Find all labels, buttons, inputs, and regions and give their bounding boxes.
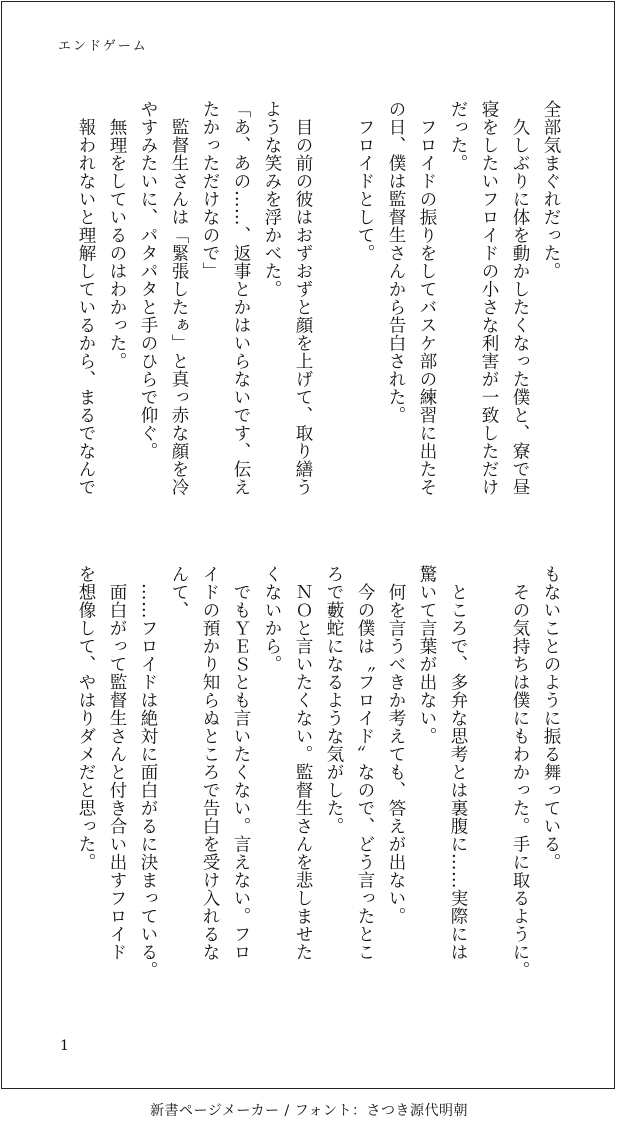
text-line: の日、僕は監督生さんから告白された。 — [386, 100, 406, 424]
text-line: ような笑みを浮かべた。 — [262, 100, 282, 298]
text-line: ＮＯと言いたくない。監督生さんを悲しませた — [293, 565, 313, 961]
text-line: その気持ちは僕にもわかった。手に取るように。 — [510, 565, 530, 979]
text-line: でもＹＥＳとも言いたくない。言えない。フロ — [231, 565, 251, 961]
text-block-lower — [48, 565, 566, 1025]
text-line: フロイドとして。 — [355, 100, 375, 262]
text-line: 寝をしたいフロイドの小さな利害が一致しただけ — [479, 100, 499, 496]
text-line: たかっただけなので」 — [200, 100, 220, 280]
text-line: 何を言うべきか考えても、答えが出ない。 — [386, 565, 406, 925]
text-line: だった。 — [448, 100, 468, 172]
text-line: を想像して、やはりダメだと思った。 — [76, 565, 96, 871]
text-line: 面白がって監督生さんと付き合い出すフロイド — [107, 565, 127, 961]
text-line: くないから。 — [262, 565, 282, 673]
text-line: 驚いて言葉が出ない。 — [417, 565, 437, 745]
text-line: イドの預かり知らぬところで告白を受け入れるな — [200, 565, 220, 961]
text-line: ……フロイドは絶対に面白がるに決まっている。 — [138, 565, 158, 979]
page-number: 1 — [60, 1038, 69, 1054]
text-line: フロイドの振りをしてバスケ部の練習に出たそ — [417, 100, 437, 496]
text-block-upper — [48, 100, 566, 532]
generator-footer: 新書ページメーカー / フォント：さつき源代明朝 — [150, 1103, 468, 1119]
text-line: ところで、多弁な思考とは裏腹に……実際には — [448, 565, 468, 961]
text-line: 報われないと理解しているから、まるでなんで — [76, 100, 96, 496]
text-line: んて、 — [169, 565, 189, 619]
text-line: 無理をしているのはわかった。 — [107, 100, 127, 370]
text-line: 全部気まぐれだった。 — [541, 100, 561, 280]
text-line: 「あ、あの……、返事とかはいらないです、伝え — [231, 100, 251, 496]
blank-line — [473, 565, 504, 1025]
text-line: やすみたいに、パタパタと手のひらで仰ぐ。 — [138, 100, 158, 460]
text-line: 目の前の彼はおずおずと顔を上げて、取り繕う — [293, 100, 313, 496]
running-header: エンドゲーム — [58, 39, 148, 54]
text-line: 久しぶりに体を動かしたくなった僕と、寮で昼 — [510, 100, 530, 496]
blank-line — [318, 100, 349, 532]
text-line: 今の僕は〝フロイド〟なので、どう言ったとこ — [355, 565, 375, 961]
text-line: 監督生さんは「緊張したぁ」と真っ赤な顔を冷 — [169, 100, 189, 496]
text-line: もないことのように振る舞っている。 — [541, 565, 561, 871]
book-page — [1, 1, 615, 1089]
text-line: ろで藪蛇になるような気がした。 — [324, 565, 344, 835]
